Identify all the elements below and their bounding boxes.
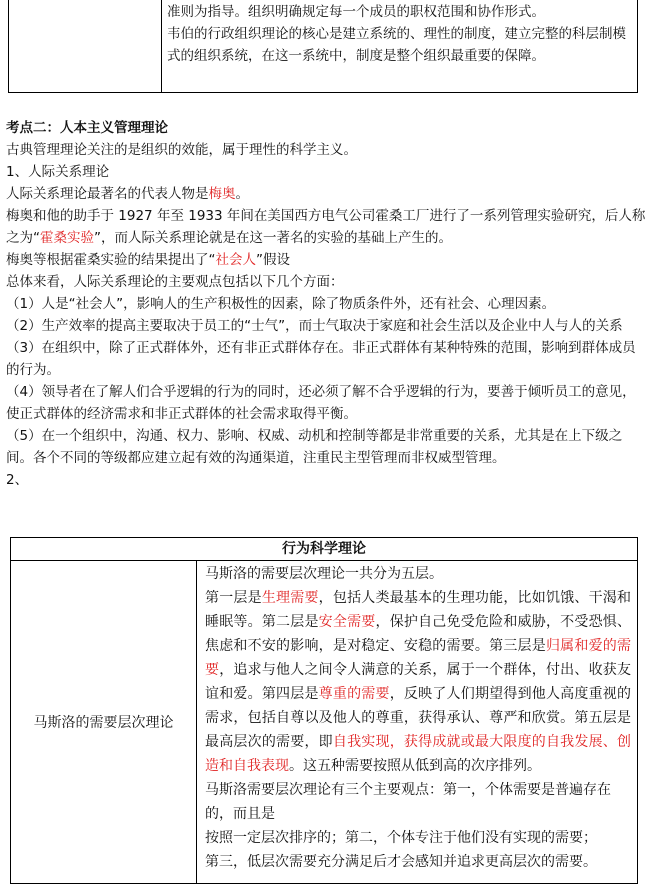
table-title: 行为科学理论: [11, 538, 637, 561]
theory-name: 马斯洛的需要层次理论: [33, 715, 174, 731]
summary-line: 总体来看，人际关系理论的主要观点包括以下几个方面：: [6, 274, 344, 290]
text-segment: 。这五种需要按照从低到高的次序排列。: [289, 758, 541, 774]
text-segment: ”假设: [256, 252, 290, 268]
text-segment: 第一层是: [205, 590, 262, 606]
point-item: （1）人是“社会人”，影响人的生产积极性的因素，除了物质条件外，还有社会、心理因素。: [6, 296, 556, 312]
social-man-line: [6, 249, 647, 271]
highlight-physiological: 生理需要: [261, 590, 319, 606]
highlight-self-actualization: 自我实现，获得成就或最大限度的自我发展、创造和自我表现: [205, 734, 632, 774]
weber-line: 准则为指导。组织明确规定每一个成员的职权范围和协作形式。: [167, 4, 545, 20]
top-continuation-table: [8, 0, 638, 93]
viewpoints-line: 第三，低层次需要充分满足后才会感知并追求更高层次的需要。: [205, 854, 597, 870]
five-levels-paragraph: [205, 586, 631, 778]
highlight-hawthorne: 霍桑实验: [40, 230, 94, 246]
point-item: （2）生产效率的提高主要取决于员工的“士气”，而士气取决于家庭和社会生活以及企业中人与人的关系: [6, 318, 623, 334]
text-segment: ，包括人类最基本的生理功能，比如饥饿、干渴和睡眠等。第二层是: [205, 590, 631, 630]
text-segment: 。: [235, 186, 249, 202]
highlight-safety: 安全需要: [318, 614, 376, 630]
intro-line: 古典管理理论关注的是组织的效能，属于理性的科学主义。: [6, 142, 357, 158]
point-item: （5）在一个组织中，沟通、权力、影响、权威、动机和控制等都是非常重要的关系，尤其是在上下级之间。各个不同的等级都应建立起有效的沟通渠道，注重民主型管理而非权威型管理。: [6, 428, 623, 466]
point-item: （4）领导者在了解人们合乎逻辑的行为的同时，还必须了解不合乎逻辑的行为，要善于倾听员工的意见，使正式群体的经济需求和非正式群体的社会需求取得平衡。: [6, 384, 636, 422]
subheading-human-relations: 1、人际关系理论: [6, 164, 110, 180]
weber-core-paragraph: 韦伯的行政组织理论的核心是建立系统的、理性的制度，建立完整的科层制模式的组织系统，在这一系统中，制度是整个组织最重要的保障。: [167, 26, 626, 64]
behavior-science-table: [10, 537, 638, 884]
text-segment: ，反映了人们期望得到他人高度重视的需求，包括自尊以及他人的尊重，获得承认、尊严和欣赏。第五层是最高层次的需要，即: [205, 686, 632, 750]
highlight-belonging: 归属和爱的需要: [205, 638, 632, 678]
theory-description-cell: [205, 562, 631, 874]
viewpoints-line: 按照一定层次排序的；第二，个体专注于他们没有实现的需要；: [205, 830, 597, 846]
point-item: （3）在组织中，除了正式群体外，还有非正式群体存在。非正式群体有某种特殊的范围，影响到群体成员的行为。: [6, 340, 636, 378]
text-segment: 梅奥和他的助手于 1927 年至 1933 年间在美国西方电气公司霍桑工厂进行了一系列管理实验研究，后人称之为“: [6, 208, 646, 246]
text-segment: 梅奥等根据霍桑实验的结果提出了“: [6, 252, 216, 268]
theory-name-cell: [11, 561, 197, 883]
subheading-2: 2、: [6, 472, 29, 488]
text-segment: ，追求与他人之间令人满意的关系，属于一个群体，付出、收获友谊和爱。第四层是: [205, 662, 632, 702]
text-segment: ”，而人际关系理论就是在这一著名的实验的基础上产生的。: [94, 230, 452, 246]
viewpoints-line: 马斯洛需要层次理论有三个主要观点：第一，个体需要是普遍存在的，而且是: [205, 782, 611, 822]
theory-intro: 马斯洛的需要层次理论一共分为五层。: [205, 566, 443, 582]
humanistic-section: [6, 117, 647, 491]
text-segment: 人际关系理论最著名的代表人物是: [6, 186, 209, 202]
highlight-mayo: 梅奥: [208, 186, 236, 202]
section-heading: 考点二：人本主义管理理论: [6, 120, 168, 136]
highlight-esteem: 尊重的需要: [318, 686, 390, 702]
column-divider: [161, 0, 162, 92]
highlight-social-man: 社会人: [215, 252, 256, 268]
text-segment: ，保护自己免受危险和威胁，不受恐惧、焦虑和不安的影响，是对稳定、安稳的需要。第三层是: [205, 614, 632, 654]
representative-line: [6, 183, 647, 205]
hawthorne-experiment-line: [6, 205, 647, 249]
weber-cell: [167, 1, 633, 67]
